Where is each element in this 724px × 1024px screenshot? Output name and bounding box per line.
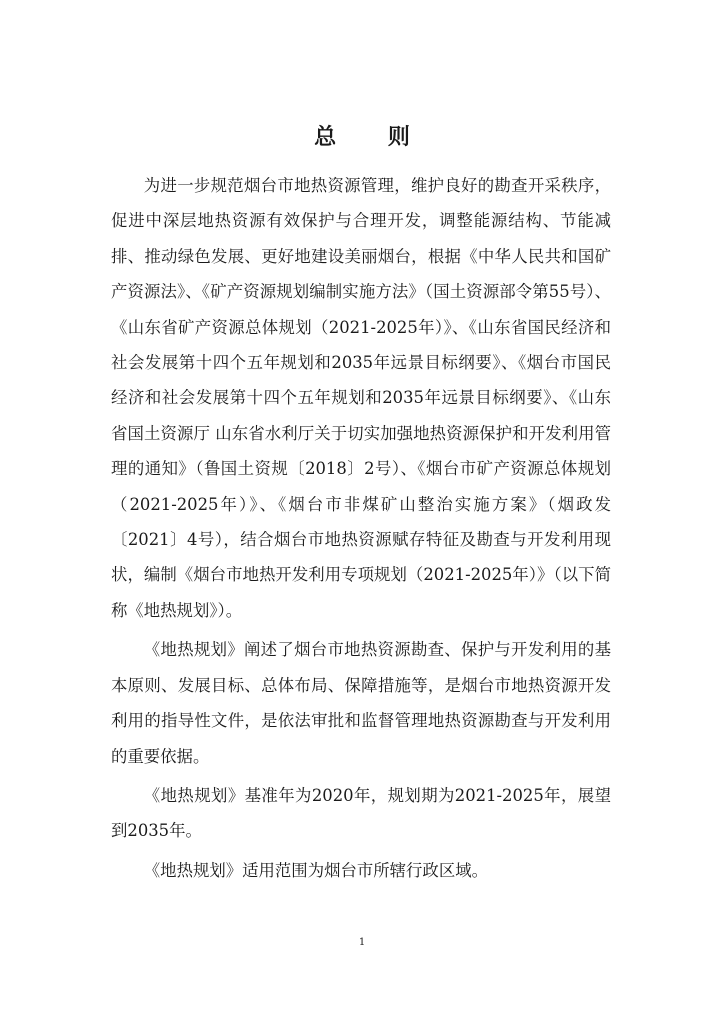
page-title: 总 则 (314, 124, 432, 150)
paragraph-scope: 《地热规划》阐述了烟台市地热资源勘查、保护与开发利用的基本原则、发展目标、总体布局、保障措施等，是烟台市地热资源开发利用的指导性文件，是依法审批和监督管理地热资源勘查与开发利用的重要依据。 (111, 640, 611, 766)
paragraph-basis: 为进一步规范烟台市地热资源管理，维护良好的勘查开采秩序，促进中深层地热资源有效保护与合理开发，调整能源结构、节能减排、推动绿色发展、更好地建设美丽烟台，根据《中华人民共和国矿产资源法》、《矿产资源规划编制实施方法》（国土资源部令第55号）、《山东省矿产资源总体规划（2021-2025年）》、《山东省国民经济和社会发展第十四个五年规划和2035年远景目标纲要》、《烟台市国民经济和社会发展第十四个五年规划和2035年远景目标纲要》、《山东省国土资源厅 山东省水利厅关于切实加强地热资源保护和开发利用管理的通知》（鲁国土资规〔2018〕2号）、《烟台市矿产资源总体规划（2021-2025年）》、《烟台市非煤矿山整治实施方案》（烟政发〔2021〕4号），结合烟台市地热资源赋存特征及勘查与开发利用现状，编制《烟台市地热开发利用专项规划（2021-2025年）》（以下简称《地热规划》）。 (111, 176, 611, 620)
paragraph-period: 《地热规划》基准年为2020年，规划期为2021-2025年，展望到2035年。 (111, 785, 611, 841)
paragraph-area: 《地热规划》适用范围为烟台市所辖行政区域。 (143, 860, 488, 880)
document-body (111, 168, 611, 892)
page-number: 1 (358, 937, 366, 948)
